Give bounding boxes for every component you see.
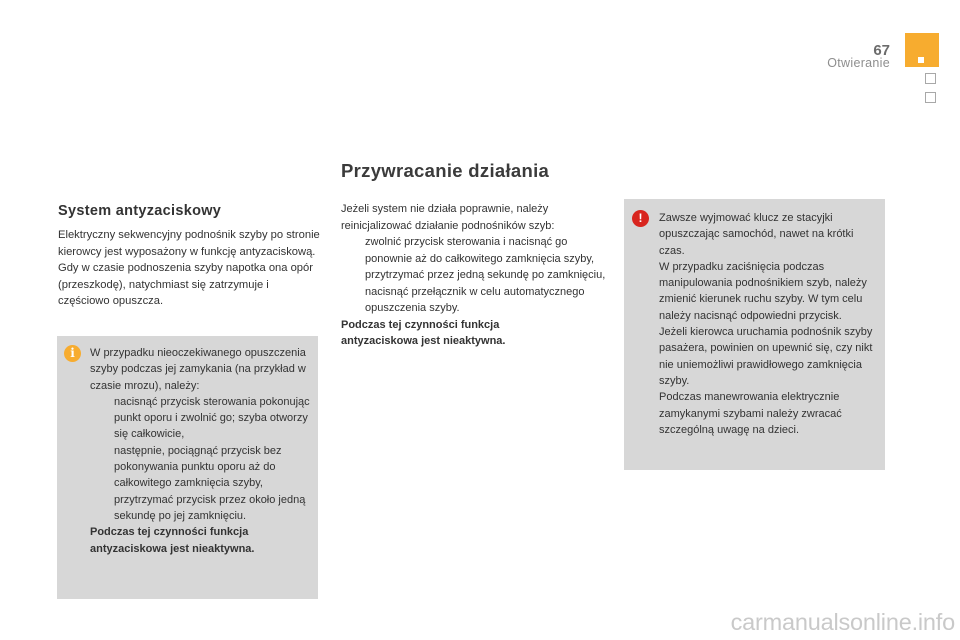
watermark-link[interactable]: carmanualsonline.info	[730, 609, 955, 635]
info-box	[57, 336, 318, 599]
reset-intro: Jeżeli system nie działa poprawnie, należy reinicjalizować działanie podnośników szyb:	[341, 203, 555, 232]
warning-text: Zawsze wyjmować klucz ze stacyjki opuszczając samochód, nawet na krótki czas. W przypadku zaciśnięcia podczas manipulowania podnośnikiem szyb, należy zmienić kierunek ruchu szyby. W tym celu należy nacisnąć odpowiedni przycisk. Jeżeli kierowca uruchamia podnośnik szyby pasażera, powinien on upewnić się, czy nikt nie uniemożliwi prawidłowego zamknięcia szyby. Podczas manewrowania elektrycznie zamykanymi szybami należy zwracać szczególną uwagę na dzieci.	[659, 212, 873, 436]
left-paragraph	[58, 227, 320, 310]
list-item: nacisnąć przycisk sterowania pokonując punkt oporu i zwolnić go; szyba otworzy się całkowicie,	[114, 395, 310, 441]
tab-dot-icon	[918, 57, 924, 63]
page-number: 67	[873, 42, 890, 59]
main-title: Przywracanie działania	[341, 160, 550, 181]
chapter-title: Otwieranie	[827, 56, 890, 70]
info-intro: W przypadku nieoczekiwanego opuszczenia szyby podczas jej zamykania (na przykład w czasie mrozu), należy:	[90, 347, 306, 392]
list-item: następnie, pociągnąć przycisk bez pokonywania punktu oporu aż do całkowitego zamknięcia szyby,	[114, 444, 282, 490]
left-paragraph-text: Elektryczny sekwencyjny podnośnik szyby po stronie kierowcy jest wyposażony w funkcję antyzaciskową. Gdy w czasie podnoszenia szyby napotka ona opór (przeszkodę), natychmiast się zatrzymuje i częściowo opuszcza.	[58, 229, 320, 308]
warning-icon: !	[632, 210, 649, 227]
reset-instructions	[341, 201, 611, 350]
info-icon: i	[64, 345, 81, 362]
info-note-line: antyzaciskowa jest nieaktywna.	[90, 542, 255, 555]
section-title: System antyzaciskowy	[58, 203, 222, 219]
empty-square-icon	[925, 73, 936, 84]
list-item: zwolnić przycisk sterowania i nacisnąć go ponownie aż do całkowitego zamknięcia szyby,	[365, 236, 595, 265]
warning-box	[624, 199, 885, 470]
reset-note-line: Podczas tej czynności funkcja	[341, 318, 500, 331]
list-item: nacisnąć przełącznik w celu automatycznego opuszczenia szyby.	[365, 285, 585, 314]
empty-square-icon	[925, 92, 936, 103]
reset-note-line: antyzaciskowa jest nieaktywna.	[341, 335, 506, 347]
info-note-line: Podczas tej czynności funkcja	[90, 526, 249, 539]
info-content	[90, 345, 310, 557]
chapter-tab-marker	[905, 33, 939, 67]
list-item: przytrzymać przycisk przez około jedną sekundę po jej zamknięciu.	[114, 493, 306, 522]
warning-content	[659, 210, 879, 438]
list-item: przytrzymać przez jedną sekundę po zamknięciu,	[365, 269, 606, 281]
